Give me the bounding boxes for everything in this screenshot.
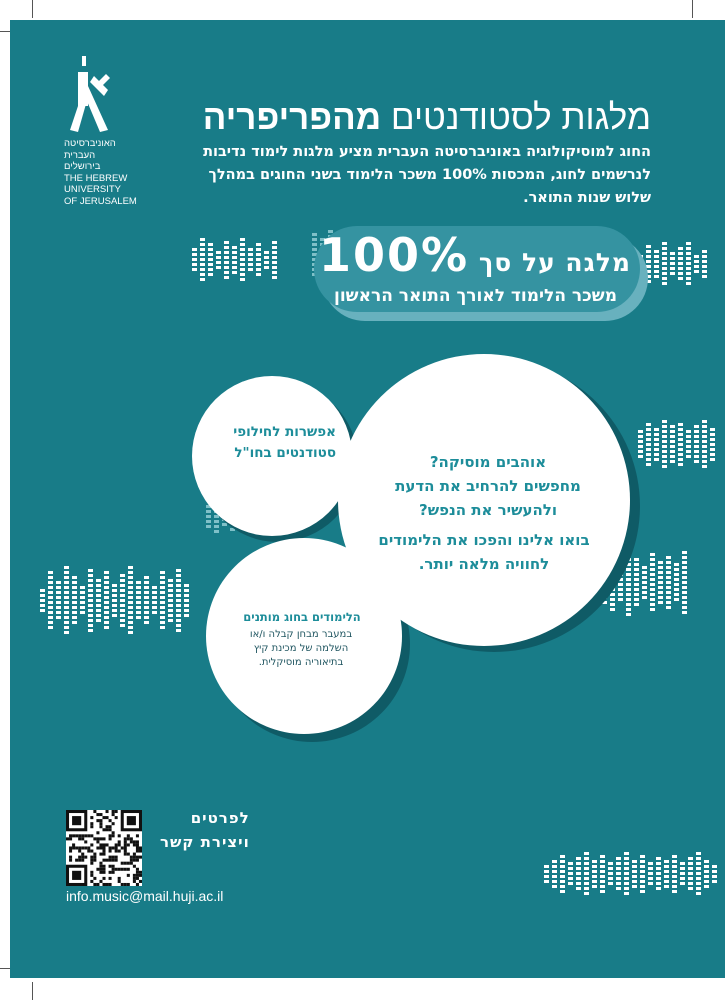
equalizer-bar — [120, 574, 125, 629]
equalizer-bar — [256, 243, 261, 278]
logo-line: UNIVERSITY — [64, 184, 122, 195]
logo-line: העברית — [64, 149, 96, 161]
equalizer-bar — [694, 425, 699, 465]
equalizer-bar — [696, 852, 701, 897]
qr-code[interactable] — [66, 810, 142, 886]
equalizer-bar — [712, 865, 717, 885]
equalizer-bar — [662, 420, 667, 470]
page-title — [203, 98, 651, 138]
logo-hebrew-name — [64, 138, 144, 173]
equalizer-bar — [104, 571, 109, 631]
equalizer-bar — [654, 250, 659, 280]
main-cta-line: לחוויה מלאה יותר. — [418, 555, 550, 573]
equalizer-bar — [576, 857, 581, 892]
logo-line: בירושלים — [64, 161, 101, 172]
equalizer-bar — [216, 251, 221, 271]
equalizer-bar — [264, 251, 269, 271]
equalizer-bar — [206, 505, 211, 530]
equalizer-bar — [664, 860, 669, 890]
equalizer-bar — [40, 589, 45, 614]
equalizer-bar — [544, 865, 549, 885]
contact-email-link[interactable]: info.music@mail.huji.ac.il — [66, 888, 224, 904]
equalizer-bar — [560, 855, 565, 895]
equalizer-bar — [658, 561, 663, 606]
equalizer-bar — [648, 862, 653, 887]
equalizer-bar — [640, 855, 645, 895]
equalizer-bar — [88, 569, 93, 634]
equalizer-bar — [686, 430, 691, 460]
logo-english-name — [64, 173, 144, 208]
logo-line: האוניברסיטה — [64, 138, 116, 149]
equalizer-bar — [600, 855, 605, 895]
equalizer-bar — [584, 852, 589, 897]
equalizer-bar — [592, 860, 597, 890]
equalizer-bar — [240, 238, 245, 283]
equalizer-bar — [208, 243, 213, 278]
equalizer-bar — [56, 581, 61, 621]
equalizer-bar — [152, 586, 157, 616]
equalizer-bar — [662, 242, 667, 287]
contact-line: לפרטים — [190, 809, 250, 827]
equalizer-bar — [688, 857, 693, 892]
equalizer-bar — [80, 586, 85, 616]
title-bold: מהפריפריה — [202, 98, 382, 137]
equalizer-bar — [678, 247, 683, 282]
equalizer-bar — [96, 579, 101, 624]
equalizer-bar — [624, 852, 629, 897]
equalizer-bar — [272, 241, 277, 281]
main-question — [370, 450, 606, 522]
main-cta-line: בואו אלינו והפכו את הלימודים — [378, 531, 590, 549]
equalizer-graphic — [544, 852, 720, 897]
studies-body-line: במעבר מבחן קבלה ו/או — [249, 629, 353, 640]
exchange-text: אפשרות לחילופי סטודנטים בחו"ל — [233, 424, 336, 461]
equalizer-bar — [232, 246, 237, 276]
equalizer-bar — [682, 551, 687, 616]
equalizer-bar — [112, 584, 117, 619]
equalizer-graphic — [638, 420, 718, 470]
studies-body-line: בתיאוריה מוסיקלית. — [258, 657, 344, 668]
equalizer-bar — [654, 428, 659, 463]
equalizer-bar — [694, 255, 699, 275]
equalizer-bar — [200, 238, 205, 283]
equalizer-bar — [48, 571, 53, 631]
equalizer-bar — [656, 857, 661, 892]
scholarship-amount — [319, 228, 631, 282]
equalizer-bar — [184, 584, 189, 619]
equalizer-bar — [680, 862, 685, 887]
equalizer-bar — [632, 860, 637, 890]
equalizer-bar — [702, 250, 707, 280]
university-emblem-icon — [68, 56, 112, 132]
equalizer-bar — [568, 862, 573, 887]
equalizer-graphic — [192, 238, 280, 283]
equalizer-bar — [128, 566, 133, 636]
equalizer-bar — [608, 862, 613, 887]
equalizer-bar — [686, 242, 691, 287]
equalizer-bar — [160, 571, 165, 631]
studies-title: הלימודים בחוג מותנים — [243, 610, 361, 624]
equalizer-bar — [144, 576, 149, 626]
contact-line: ויצירת קשר — [160, 833, 250, 851]
studies-body-line: השלמה של מכינת קיץ — [253, 643, 349, 654]
scholarship-percent: 100% — [318, 228, 470, 282]
university-logo — [64, 56, 144, 207]
logo-line: OF JERUSALEM — [64, 195, 137, 207]
scholarship-prefix: מלגה על סך — [478, 248, 631, 277]
equalizer-bar — [634, 558, 639, 608]
equalizer-bar — [64, 566, 69, 636]
scholarship-subline: משכר הלימוד לאורך התואר הראשון — [334, 286, 617, 306]
studies-body — [220, 628, 382, 670]
equalizer-bar — [248, 248, 253, 273]
crop-mark — [32, 982, 33, 1000]
equalizer-bar — [670, 425, 675, 465]
equalizer-bar — [168, 579, 173, 624]
equalizer-bar — [672, 855, 677, 895]
main-question-line: אוהבים מוסיקה? — [429, 453, 547, 471]
equalizer-bar — [224, 241, 229, 281]
equalizer-bar — [552, 860, 557, 890]
equalizer-bar — [702, 420, 707, 470]
poster — [10, 20, 725, 978]
main-call-to-action — [364, 528, 604, 576]
equalizer-bar — [638, 430, 643, 460]
crop-mark — [692, 0, 693, 18]
equalizer-bar — [192, 248, 197, 273]
equalizer-graphic — [40, 566, 192, 636]
main-question-line: מחפשים להרחיב את הדעת — [395, 477, 581, 495]
equalizer-bar — [646, 423, 651, 468]
crop-mark — [32, 0, 33, 18]
equalizer-bar — [136, 581, 141, 621]
contact-heading — [160, 806, 250, 854]
main-question-line: ולהעשיר את הנפש? — [419, 501, 557, 519]
title-plain: מלגות לסטודנטים — [390, 98, 651, 137]
equalizer-bar — [650, 553, 655, 613]
equalizer-bar — [616, 857, 621, 892]
equalizer-bar — [72, 576, 77, 626]
equalizer-bar — [678, 423, 683, 468]
intro-paragraph: החוג למוסיקולוגיה באוניברסיטה העברית מציע מלגות לימוד נדיבות לנרשמים לחוג, המכסות 100% משכר הלימוד בשני החוגים במהלך שלוש שנות התואר. — [203, 144, 651, 206]
equalizer-bar — [704, 860, 709, 890]
equalizer-bar — [176, 569, 181, 634]
logo-line: THE HEBREW — [64, 172, 128, 184]
equalizer-bar — [666, 556, 671, 611]
equalizer-bar — [642, 566, 647, 601]
equalizer-bar — [674, 563, 679, 603]
equalizer-bar — [670, 252, 675, 277]
equalizer-graphic — [638, 242, 710, 287]
qr-code-icon — [66, 810, 142, 886]
equalizer-bar — [710, 428, 715, 463]
